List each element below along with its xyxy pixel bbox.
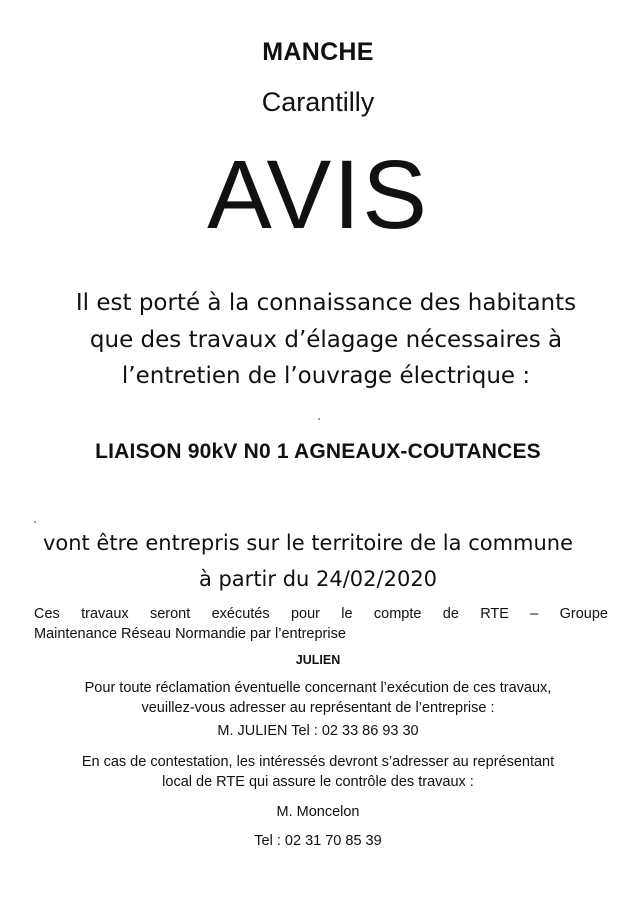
- dispute-line-2: local de RTE qui assure le contrôle des travaux :: [162, 774, 474, 790]
- notice-title: AVIS: [207, 140, 429, 249]
- complaint-paragraph: [0, 678, 636, 718]
- scan-speck: [318, 418, 320, 420]
- power-line-name: LIAISON 90kV N0 1 AGNEAUX-COUTANCES: [95, 440, 541, 463]
- executed-by-line-2: Maintenance Réseau Normandie par l’entreprise: [34, 626, 346, 642]
- dispute-line-1: En cas de contestation, les intéressés devront s’adresser au représentant: [81, 754, 555, 770]
- works-territory-line: vont être entrepris sur le territoire de la commune: [42, 531, 574, 555]
- contractor-representative: M. JULIEN Tel : 02 33 86 93 30: [217, 723, 419, 739]
- dispute-paragraph: [0, 752, 636, 792]
- intro-line-1: Il est porté à la connaissance des habitants: [75, 290, 577, 316]
- intro-line-2: que des travaux d’élagage nécessaires à: [89, 327, 563, 353]
- complaint-line-1: Pour toute réclamation éventuelle concernant l’exécution de ces travaux,: [84, 680, 552, 696]
- complaint-line-2: veuillez-vous adresser au représentant de l’entreprise :: [141, 700, 495, 716]
- department-heading: MANCHE: [262, 38, 374, 66]
- executed-by-paragraph: [34, 604, 608, 644]
- rte-representative-name: M. Moncelon: [276, 804, 360, 820]
- contractor-name: JULIEN: [295, 653, 341, 667]
- works-start-date: à partir du 24/02/2020: [198, 567, 438, 591]
- commune-heading: Carantilly: [261, 87, 375, 117]
- executed-by-line-1: Ces travaux seront exécutés pour le compte de RTE – Groupe: [34, 606, 608, 622]
- scan-speck: [34, 521, 36, 523]
- rte-representative-phone: Tel : 02 31 70 85 39: [254, 833, 382, 849]
- intro-line-3: l’entretien de l’ouvrage électrique :: [121, 363, 531, 389]
